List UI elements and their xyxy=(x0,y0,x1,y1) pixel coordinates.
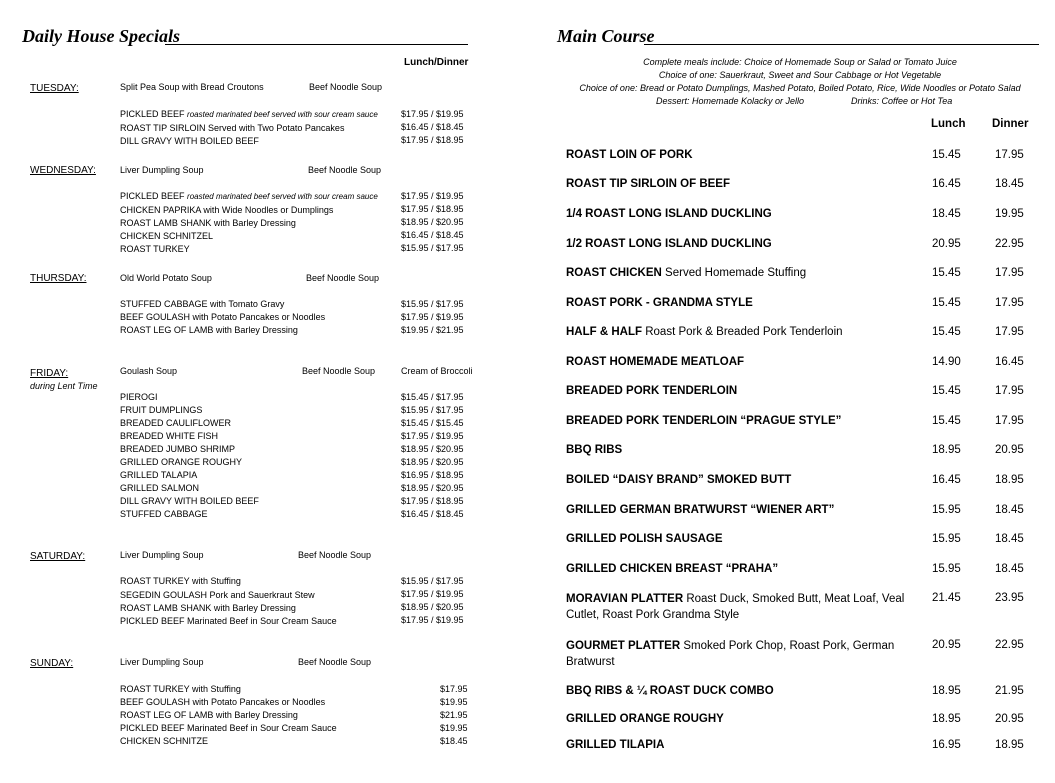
lunch-price: 15.95 xyxy=(932,504,961,516)
dinner-price: 16.45 xyxy=(995,356,1024,368)
special-item: GRILLED TALAPIA xyxy=(120,470,198,480)
dinner-price: 22.95 xyxy=(995,639,1024,651)
dinner-price: 22.95 xyxy=(995,238,1024,250)
special-item: BEEF GOULASH with Potato Pancakes or Noodles xyxy=(120,697,326,707)
dinner-price: 20.95 xyxy=(995,713,1024,725)
soup: Liver Dumpling Soup xyxy=(120,165,204,175)
dinner-price: 18.95 xyxy=(995,739,1024,751)
lunch-price: 21.45 xyxy=(932,592,961,604)
dinner-price: 17.95 xyxy=(995,326,1024,338)
special-item: FRUIT DUMPLINGS xyxy=(120,405,203,415)
lunch-price: 14.90 xyxy=(932,356,961,368)
main-item: ROAST HOMEMADE MEATLOAF xyxy=(566,356,745,368)
soup: Beef Noodle Soup xyxy=(298,550,372,560)
special-price: $18.95 / $20.95 xyxy=(401,444,464,454)
dinner-price: 17.95 xyxy=(995,415,1024,427)
lunch-price: 15.45 xyxy=(932,326,961,338)
soup: Beef Noodle Soup xyxy=(302,366,376,376)
dinner-price: 23.95 xyxy=(995,592,1024,604)
main-item: GRILLED GERMAN BRATWURST “WIENER ART” xyxy=(566,504,835,516)
special-price: $16.45 / $18.45 xyxy=(401,230,464,240)
main-item: GRILLED ORANGE ROUGHY xyxy=(566,713,724,725)
special-item: CHICKEN SCHNITZEL xyxy=(120,231,214,241)
special-price: $16.95 / $18.95 xyxy=(401,470,464,480)
title-underline xyxy=(165,44,468,45)
special-price: $17.95 / $18.95 xyxy=(401,496,464,506)
main-item: ROAST PORK - GRANDMA STYLE xyxy=(566,297,753,309)
special-item: BEEF GOULASH with Potato Pancakes or Noodles xyxy=(120,312,326,322)
dinner-price: 17.95 xyxy=(995,149,1024,161)
main-item: BBQ RIBS xyxy=(566,444,623,456)
special-item: GRILLED ORANGE ROUGHY xyxy=(120,457,243,467)
day-thursday: THURSDAY: xyxy=(30,273,87,284)
lunch-price: 18.45 xyxy=(932,208,961,220)
special-item: ROAST LAMB SHANK with Barley Dressing xyxy=(120,218,296,228)
special-item: BREADED JUMBO SHRIMP xyxy=(120,444,236,454)
dinner-price: 18.45 xyxy=(995,504,1024,516)
soup: Beef Noodle Soup xyxy=(309,82,383,92)
dinner-price: 19.95 xyxy=(995,208,1024,220)
lunch-price: 15.45 xyxy=(932,267,961,279)
special-item: GRILLED SALMON xyxy=(120,483,200,493)
lunch-price: 18.95 xyxy=(932,685,961,697)
special-price: $17.95 / $19.95 xyxy=(401,109,464,119)
special-item: DILL GRAVY WITH BOILED BEEF xyxy=(120,496,259,506)
main-item: MORAVIAN PLATTER Roast Duck, Smoked Butt, Meat Loaf, Veal Cutlet, Roast Pork Grandma Style xyxy=(566,593,905,621)
lunch-price: 16.95 xyxy=(932,739,961,751)
special-item: ROAST TIP SIRLOIN Served with Two Potato Pancakes xyxy=(120,123,345,133)
main-item: GRILLED POLISH SAUSAGE xyxy=(566,533,723,545)
dinner-price: 18.45 xyxy=(995,533,1024,545)
main-item: GOURMET PLATTER Smoked Pork Chop, Roast Pork, German Bratwurst xyxy=(566,640,895,668)
meal-info: Choice of one: Bread or Potato Dumplings, Mashed Potato, Boiled Potato, Rice, Wide Noodles or Potato Salad xyxy=(579,83,1021,93)
soup: Cream of Broccoli xyxy=(401,366,473,376)
special-price: $17.95 / $18.95 xyxy=(401,204,464,214)
soup: Liver Dumpling Soup xyxy=(120,550,204,560)
special-price: $16.45 / $18.45 xyxy=(401,122,464,132)
special-item: ROAST LEG OF LAMB with Barley Dressing xyxy=(120,325,298,335)
special-item: PICKLED BEEF roasted marinated beef served with sour cream sauce xyxy=(120,191,378,201)
dinner-price: 18.45 xyxy=(995,178,1024,190)
special-item: PICKLED BEEF Marinated Beef in Sour Cream Sauce xyxy=(120,616,337,626)
meal-info: Complete meals include: Choice of Homemade Soup or Salad or Tomato Juice xyxy=(643,57,957,67)
special-item: BREADED WHITE FISH xyxy=(120,431,219,441)
soup: Beef Noodle Soup xyxy=(308,165,382,175)
special-item: PIEROGI xyxy=(120,392,158,402)
special-price: $17.95 / $19.95 xyxy=(401,615,464,625)
lunch-price: 15.95 xyxy=(932,563,961,575)
lunch-price: 18.95 xyxy=(932,444,961,456)
daily-specials-title: Daily House Specials xyxy=(22,26,180,46)
special-price: $18.95 / $20.95 xyxy=(401,217,464,227)
soup: Goulash Soup xyxy=(120,366,178,376)
soup: Beef Noodle Soup xyxy=(298,657,372,667)
special-price: $15.45 / $17.95 xyxy=(401,392,464,402)
special-price: $17.95 / $19.95 xyxy=(401,589,464,599)
soup: Beef Noodle Soup xyxy=(306,273,380,283)
special-price: $15.95 / $17.95 xyxy=(401,243,464,253)
special-item: DILL GRAVY WITH BOILED BEEF xyxy=(120,136,259,146)
special-item: STUFFED CABBAGE xyxy=(120,509,208,519)
lunch-price: 16.45 xyxy=(932,474,961,486)
main-course-title: Main Course xyxy=(557,26,655,46)
dinner-price: 18.45 xyxy=(995,563,1024,575)
soup: Old World Potato Soup xyxy=(120,273,212,283)
lunch-price: 15.45 xyxy=(932,297,961,309)
special-item: CHICKEN PAPRIKA with Wide Noodles or Dumplings xyxy=(120,205,334,215)
dinner-price: 17.95 xyxy=(995,267,1024,279)
special-item: PICKLED BEEF roasted marinated beef served with sour cream sauce xyxy=(120,109,378,119)
main-item: GRILLED TILAPIA xyxy=(566,739,665,751)
main-item: BBQ RIBS & ¼ ROAST DUCK COMBO xyxy=(566,685,774,697)
special-item: ROAST TURKEY with Stuffing xyxy=(120,684,241,694)
special-price: $16.45 / $18.45 xyxy=(401,509,464,519)
special-item: BREADED CAULIFLOWER xyxy=(120,418,232,428)
lunch-price: 20.95 xyxy=(932,238,961,250)
main-item: GRILLED CHICKEN BREAST “PRAHA” xyxy=(566,563,779,575)
special-price: $18.95 / $20.95 xyxy=(401,483,464,493)
day-saturday: SATURDAY: xyxy=(30,551,86,562)
day-sunday: SUNDAY: xyxy=(30,658,74,669)
special-item: SEGEDIN GOULASH Pork and Sauerkraut Stew xyxy=(120,590,315,600)
lunch-header: Lunch xyxy=(931,118,966,130)
special-price: $17.95 / $18.95 xyxy=(401,135,464,145)
special-item: STUFFED CABBAGE with Tomato Gravy xyxy=(120,299,285,309)
main-item: BREADED PORK TENDERLOIN “PRAGUE STYLE” xyxy=(566,415,842,427)
special-price: $17.95 / $19.95 xyxy=(401,191,464,201)
lunch-price: 15.45 xyxy=(932,149,961,161)
lunch-price: 15.95 xyxy=(932,533,961,545)
lunch-price: 18.95 xyxy=(932,713,961,725)
special-item: ROAST LEG OF LAMB with Barley Dressing xyxy=(120,710,298,720)
dessert-info: Dessert: Homemade Kolacky or Jello xyxy=(656,96,805,106)
lunch-dinner-header: Lunch/Dinner xyxy=(404,57,469,68)
special-price: $18.95 / $20.95 xyxy=(401,602,464,612)
special-price: $19.95 xyxy=(440,697,468,707)
main-item: HALF & HALF Roast Pork & Breaded Pork Tenderloin xyxy=(566,326,843,338)
special-price: $15.95 / $17.95 xyxy=(401,299,464,309)
lunch-price: 16.45 xyxy=(932,178,961,190)
dinner-price: 18.95 xyxy=(995,474,1024,486)
special-item: CHICKEN SCHNITZE xyxy=(120,736,209,746)
day-wednesday: WEDNESDAY: xyxy=(30,165,96,176)
dinner-price: 17.95 xyxy=(995,385,1024,397)
main-item: ROAST TIP SIRLOIN OF BEEF xyxy=(566,178,730,190)
main-item: BOILED “DAISY BRAND” SMOKED BUTT xyxy=(566,474,792,486)
lent-note: during Lent Time xyxy=(30,381,98,391)
special-price: $15.45 / $15.45 xyxy=(401,418,464,428)
special-item: ROAST TURKEY with Stuffing xyxy=(120,576,241,586)
special-item: PICKLED BEEF Marinated Beef in Sour Cream Sauce xyxy=(120,723,337,733)
day-friday: FRIDAY: xyxy=(30,368,69,379)
special-price: $15.95 / $17.95 xyxy=(401,405,464,415)
dinner-header: Dinner xyxy=(992,118,1029,130)
special-price: $15.95 / $17.95 xyxy=(401,576,464,586)
main-item: ROAST LOIN OF PORK xyxy=(566,149,693,161)
lunch-price: 15.45 xyxy=(932,385,961,397)
main-item: 1/2 ROAST LONG ISLAND DUCKLING xyxy=(566,238,772,250)
main-item: ROAST CHICKEN Served Homemade Stuffing xyxy=(566,267,807,279)
special-price: $18.95 / $20.95 xyxy=(401,457,464,467)
special-price: $19.95 / $21.95 xyxy=(401,325,464,335)
main-item: 1/4 ROAST LONG ISLAND DUCKLING xyxy=(566,208,772,220)
soup: Split Pea Soup with Bread Croutons xyxy=(120,82,264,92)
main-item: BREADED PORK TENDERLOIN xyxy=(566,385,738,397)
special-price: $17.95 xyxy=(440,684,468,694)
dinner-price: 20.95 xyxy=(995,444,1024,456)
drinks-info: Drinks: Coffee or Hot Tea xyxy=(851,96,953,106)
special-item: ROAST LAMB SHANK with Barley Dressing xyxy=(120,603,296,613)
special-price: $21.95 xyxy=(440,710,468,720)
special-item: ROAST TURKEY xyxy=(120,244,190,254)
special-price: $18.45 xyxy=(440,736,468,746)
day-tuesday: TUESDAY: xyxy=(30,83,79,94)
soup: Liver Dumpling Soup xyxy=(120,657,204,667)
dinner-price: 17.95 xyxy=(995,297,1024,309)
lunch-price: 20.95 xyxy=(932,639,961,651)
special-price: $17.95 / $19.95 xyxy=(401,312,464,322)
special-price: $19.95 xyxy=(440,723,468,733)
special-price: $17.95 / $19.95 xyxy=(401,431,464,441)
meal-info: Choice of one: Sauerkraut, Sweet and Sour Cabbage or Hot Vegetable xyxy=(658,70,942,80)
lunch-price: 15.45 xyxy=(932,415,961,427)
title-underline xyxy=(644,44,1039,45)
dinner-price: 21.95 xyxy=(995,685,1024,697)
